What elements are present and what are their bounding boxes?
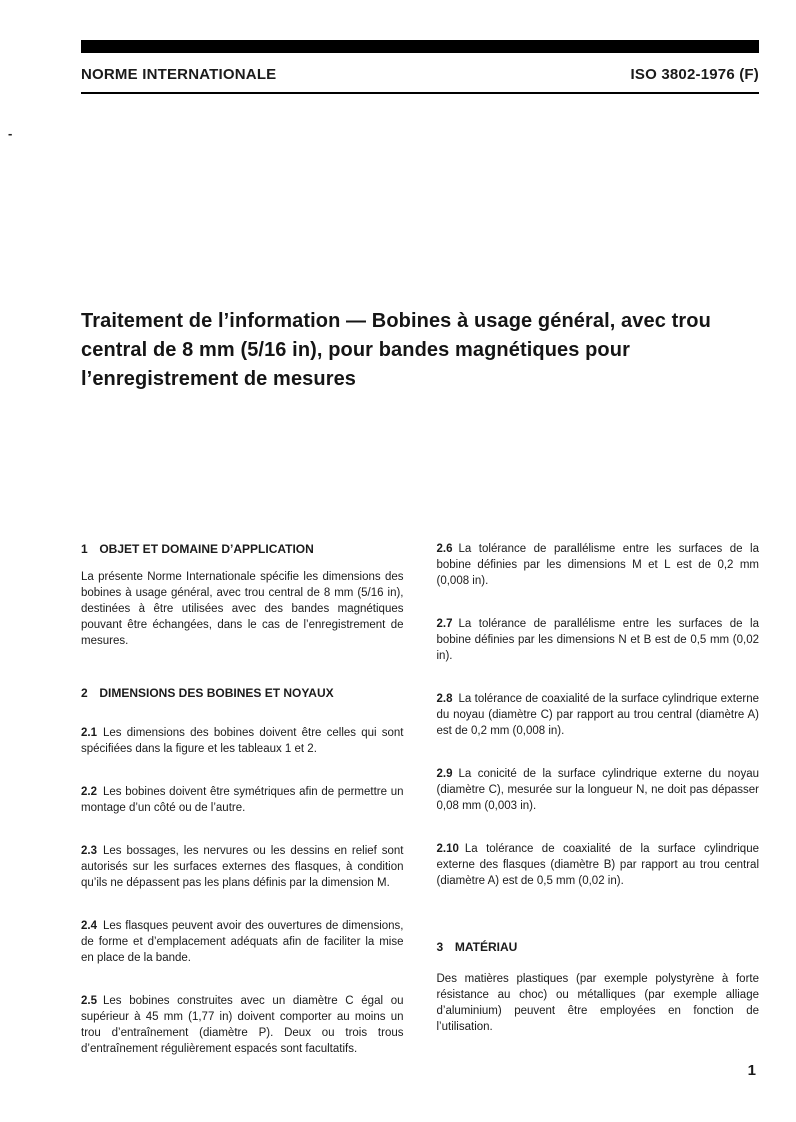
section-3-number: 3 [436,940,444,954]
clause-2-1-number: 2.1 [81,727,97,739]
clause-2-7-text: La tolérance de parallélisme entre les surfaces de la bobine définies par les dimensions N et B est de 0,5 mm (0,02 in). [436,618,759,662]
document-title: Traitement de l’information — Bobines à usage général, avec trou central de 8 mm (5/16 in), pour bandes magnétiques pour l’enregistrement de mesures [81,310,711,390]
clause-2-5 [81,993,404,1057]
clause-2-1-text: Les dimensions des bobines doivent être celles qui sont spécifiées dans la figure et les tableaux 1 et 2. [81,727,404,755]
page-number: 1 [747,1062,756,1079]
section-2-number: 2 [81,686,88,700]
clause-2-3 [81,843,404,891]
section-1-heading [81,541,404,557]
clause-2-2-number: 2.2 [81,786,97,798]
clause-2-5-text: Les bobines construites avec un diamètre C égal ou supérieur à 45 mm (1,77 in) doivent comporter au moins un trou d’entraînement (diamètre P). Deux ou trois trous d’entraînement régulièrement espacés sont facultatifs. [81,995,404,1055]
clause-2-7-number: 2.7 [436,618,453,630]
clause-2-3-text: Les bossages, les nervures ou les dessins en relief sont autorisés sur les surfaces externes des flasques, à condition qu’ils ne dépassent pas les plans définis par la dimension M. [81,845,404,889]
header-rule [81,92,759,94]
clause-2-8 [437,691,760,739]
section-1-paragraph: La présente Norme Internationale spécifie les dimensions des bobines à usage général, avec trou central de 8 mm (5/16 in), destinées à être utilisées avec des bandes magnétiques pouvant être échangées, dans le cas de l’enregistrement de mesures. [81,571,404,647]
clause-2-4-number: 2.4 [81,920,97,932]
clause-2-5-number: 2.5 [81,995,97,1007]
header-document-type: NORME INTERNATIONALE [81,66,277,83]
section-3-paragraph: Des matières plastiques (par exemple polystyrène à forte résistance au choc) ou métalliques (par exemple alliage d’aluminium) peuvent être employées en fonction de l’utilisation. [436,973,759,1033]
clause-2-2-text: Les bobines doivent être symétriques afin de permettre un montage d’un côté ou de l’autre. [81,786,404,814]
left-column [81,541,404,1084]
clause-2-9-number: 2.9 [436,768,453,780]
body-columns [81,541,759,1084]
clause-2-3-number: 2.3 [81,845,97,857]
section-1-number: 1 [81,542,88,556]
clause-2-4-text: Les flasques peuvent avoir des ouvertures de dimensions, de forme et d’emplacement adéquats afin de faciliter la mise en place de la bande. [81,920,404,964]
section-2-title: DIMENSIONS DES BOBINES ET NOYAUX [99,686,334,700]
clause-2-10-number: 2.10 [436,843,459,855]
section-2-heading [81,685,404,701]
clause-2-10-text: La tolérance de coaxialité de la surface cylindrique externe des flasques (diamètre B) par rapport au trou central (diamètre A) est de 0,5 mm (0,02 in). [436,843,759,887]
clause-2-6-number: 2.6 [436,543,453,555]
clause-2-7 [437,616,760,664]
section-3-title: MATÉRIAU [454,940,518,954]
clause-2-8-text: La tolérance de coaxialité de la surface cylindrique externe du noyau (diamètre C) par rapport au trou central (diamètre A) est de 0,2 mm (0,008 in). [436,693,759,737]
header-standard-reference: ISO 3802-1976 (F) [630,66,759,83]
clause-2-10 [437,841,760,889]
section-1-title: OBJET ET DOMAINE D’APPLICATION [99,542,314,556]
clause-2-6-text: La tolérance de parallélisme entre les surfaces de la bobine définies par les dimensions M et L est de 0,2 mm (0,008 in). [436,543,759,587]
clause-2-8-number: 2.8 [436,693,453,705]
clause-2-4 [81,918,404,966]
clause-2-1 [81,725,404,757]
clause-2-2 [81,784,404,816]
top-black-bar [81,40,759,53]
clause-2-6 [437,541,760,589]
margin-mark: - [8,126,13,141]
page-content [81,0,759,1084]
page-header [81,66,759,83]
right-column [437,541,760,1084]
section-3-heading [437,939,760,955]
clause-2-9-text: La conicité de la surface cylindrique externe du noyau (diamètre C), mesurée sur la longueur N, ne doit pas dépasser 0,08 mm (0,003 in). [436,768,759,812]
clause-2-9 [437,766,760,814]
